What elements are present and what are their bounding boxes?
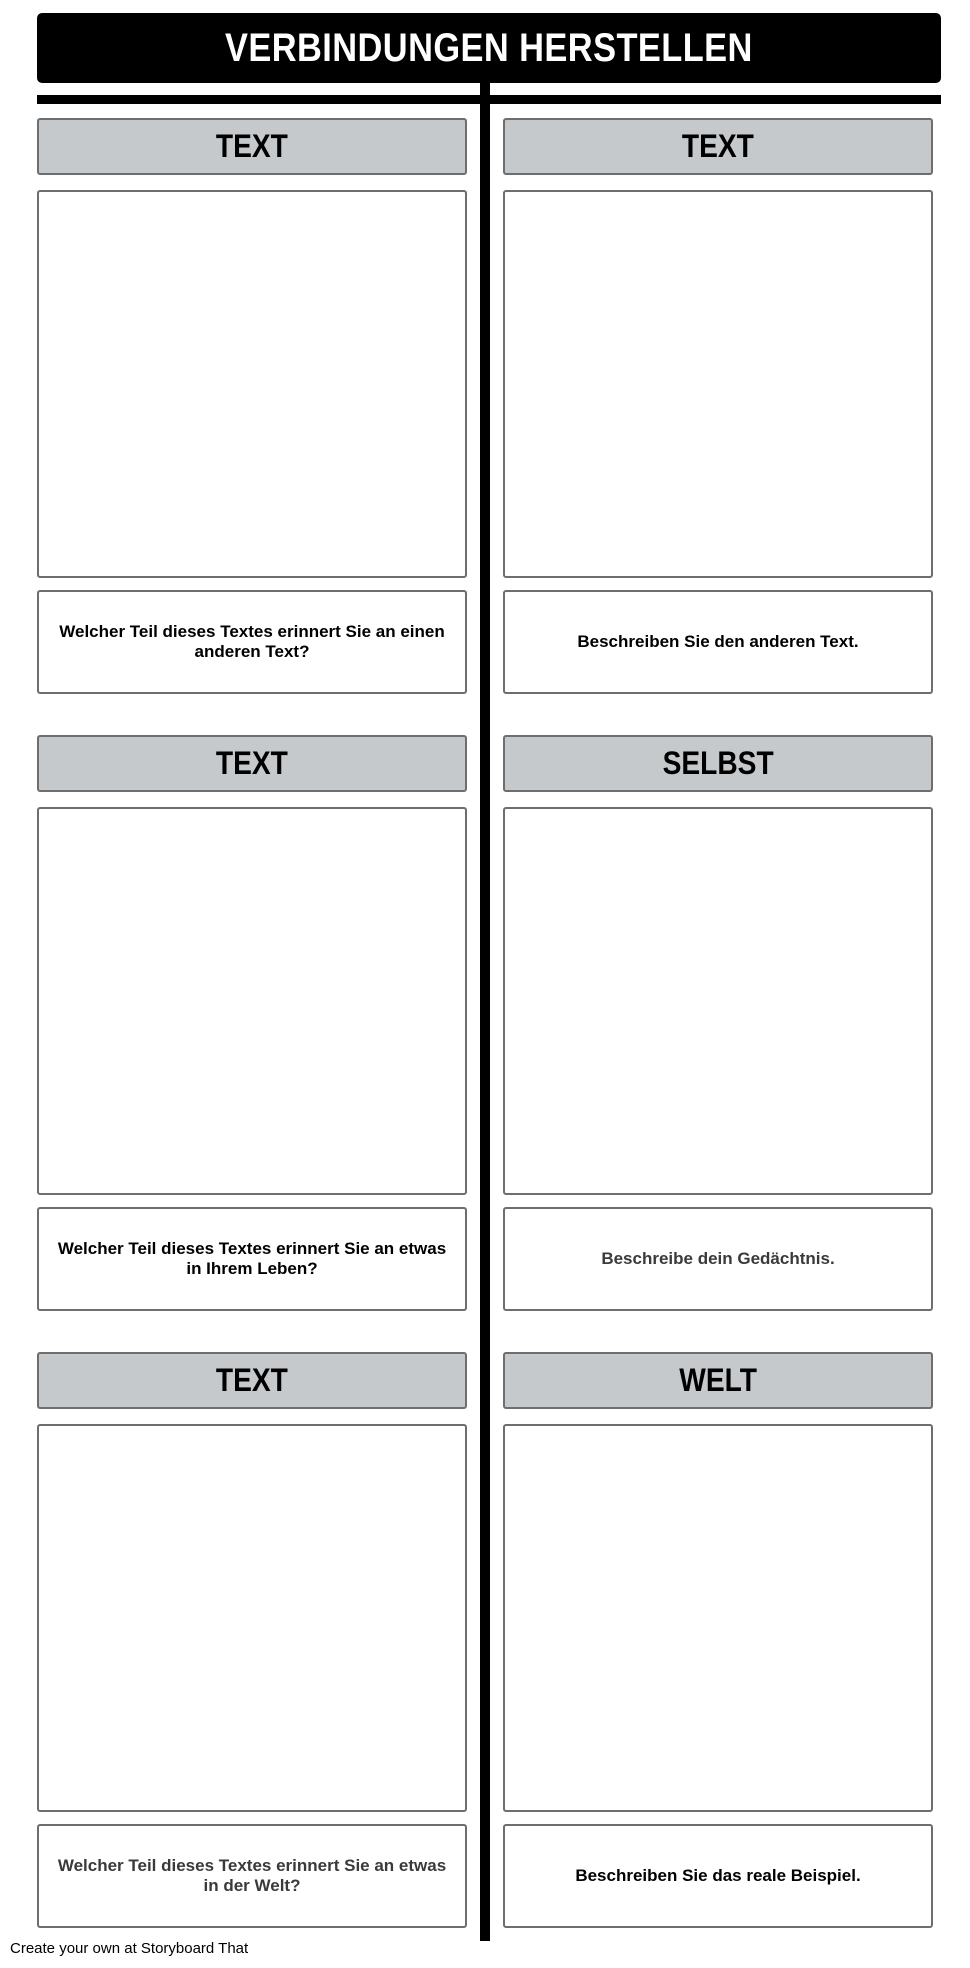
row3-left-header-label: TEXT	[216, 1362, 288, 1398]
row3-right-header-label: WELT	[679, 1362, 757, 1398]
row1-left-image-cell[interactable]	[37, 190, 467, 578]
row3-left-image-cell[interactable]	[37, 1424, 467, 1812]
row2-right-image-cell[interactable]	[503, 807, 933, 1195]
page-title: VERBINDUNGEN HERSTELLEN	[225, 25, 753, 70]
row3-left-header	[37, 1352, 467, 1409]
row3-right-prompt: Beschreiben Sie das reale Beispiel.	[575, 1866, 861, 1885]
footer-credit: Create your own at Storyboard That	[10, 1940, 249, 1957]
title-banner	[37, 13, 941, 83]
row2-left-prompt: Welcher Teil dieses Textes erinnert Sie an etwas in Ihrem Leben?	[57, 1239, 447, 1278]
row2-left-header	[37, 735, 467, 792]
row1-left-prompt: Welcher Teil dieses Textes erinnert Sie an einen anderen Text?	[59, 622, 445, 661]
row2-right-prompt: Beschreibe dein Gedächtnis.	[601, 1249, 835, 1268]
row1-left-header	[37, 118, 467, 175]
row3-left-prompt-cell[interactable]	[37, 1824, 467, 1928]
row1-right-image-cell[interactable]	[503, 190, 933, 578]
row1-right-prompt: Beschreiben Sie den anderen Text.	[577, 632, 859, 651]
row2-right-header-label: SELBST	[662, 745, 774, 781]
row3-right-image-cell[interactable]	[503, 1424, 933, 1812]
row1-right-prompt-cell[interactable]	[503, 590, 933, 694]
vertical-divider	[480, 83, 490, 1941]
row2-right-header	[503, 735, 933, 792]
row2-right-prompt-cell[interactable]	[503, 1207, 933, 1311]
row1-left-prompt-cell[interactable]	[37, 590, 467, 694]
row1-right-header-label: TEXT	[682, 128, 754, 164]
row3-right-header	[503, 1352, 933, 1409]
row2-left-image-cell[interactable]	[37, 807, 467, 1195]
row3-left-prompt: Welcher Teil dieses Textes erinnert Sie an etwas in der Welt?	[57, 1856, 447, 1895]
row1-right-header	[503, 118, 933, 175]
row3-right-prompt-cell[interactable]	[503, 1824, 933, 1928]
row1-left-header-label: TEXT	[216, 128, 288, 164]
row2-left-header-label: TEXT	[216, 745, 288, 781]
row2-left-prompt-cell[interactable]	[37, 1207, 467, 1311]
